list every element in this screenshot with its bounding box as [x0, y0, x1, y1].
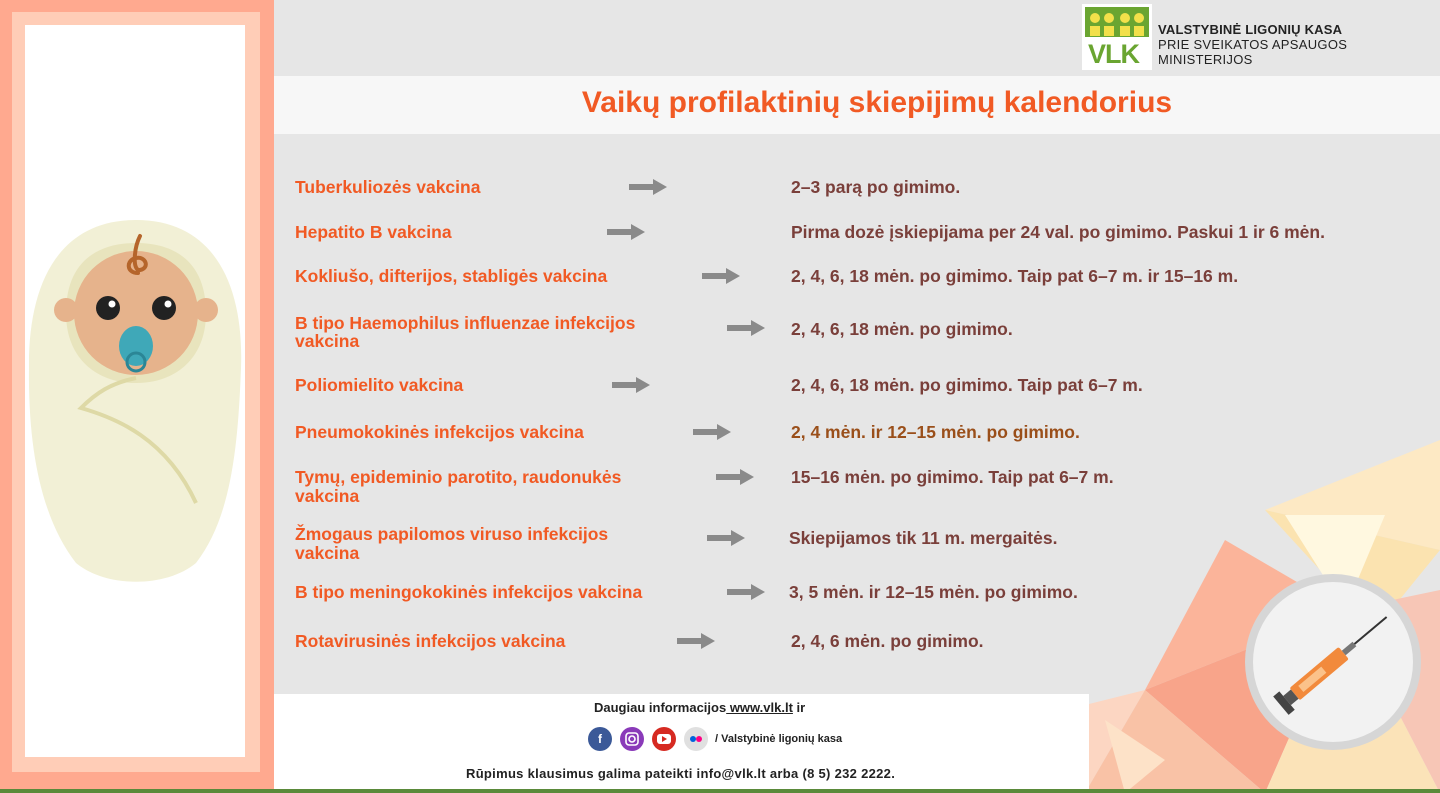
instagram-icon[interactable]: [620, 727, 644, 751]
vaccine-name: Tymų, epideminio parotito, raudonukės: [295, 467, 622, 487]
vaccine-schedule: 2, 4 mėn. ir 12–15 mėn. po gimimo.: [791, 422, 1080, 442]
more-info-text: Daugiau informacijos: [594, 700, 727, 715]
vaccine-name: Hepatito B vakcina: [295, 222, 452, 242]
vaccine-name: B tipo Haemophilus influenzae infekcijos: [295, 313, 636, 333]
vaccine-name: B tipo meningokokinės infekcijos vakcina: [295, 582, 643, 602]
arrow-icon: [607, 224, 645, 240]
vaccine-name: Kokliušo, difterijos, stabligės vakcina: [295, 266, 608, 286]
vaccine-schedule: 2, 4, 6, 18 mėn. po gimimo. Taip pat 6–7 m. ir 15–16 m.: [791, 266, 1239, 286]
arrow-icon: [629, 179, 667, 195]
vaccine-name: Žmogaus papilomos viruso infekcijos: [295, 524, 609, 544]
vaccine-schedule: 15–16 mėn. po gimimo. Taip pat 6–7 m.: [791, 467, 1114, 487]
bottom-border: [0, 789, 1440, 793]
triangle-decor: [1085, 430, 1440, 793]
footer-more-info: [594, 700, 805, 715]
vaccine-name: Poliomielito vakcina: [295, 375, 464, 395]
vaccine-schedule: 3, 5 mėn. ir 12–15 mėn. po gimimo.: [789, 582, 1078, 602]
vaccine-name: Tuberkuliozės vakcina: [295, 177, 481, 197]
arrow-icon: [716, 469, 754, 485]
vaccine-schedule: Pirma dozė įskiepijama per 24 val. po gimimo. Paskui 1 ir 6 mėn.: [791, 222, 1325, 242]
youtube-icon[interactable]: [652, 727, 676, 751]
vaccine-schedule: 2, 4, 6, 18 mėn. po gimimo. Taip pat 6–7 m.: [791, 375, 1143, 395]
arrow-icon: [727, 320, 765, 336]
arrow-icon: [693, 424, 731, 440]
arrow-icon: [702, 268, 740, 284]
vaccine-schedule: 2–3 parą po gimimo.: [791, 177, 961, 197]
org-name-block: [1158, 22, 1440, 67]
vlk-site-link[interactable]: www.vlk.lt: [726, 700, 793, 715]
arrow-icon: [727, 584, 765, 600]
vaccine-name: Pneumokokinės infekcijos vakcina: [295, 422, 584, 442]
baby-illustration: [26, 218, 246, 588]
vaccine-name-cont: vakcina: [295, 543, 360, 563]
vaccine-schedule: 2, 4, 6, 18 mėn. po gimimo.: [791, 319, 1013, 339]
vaccine-name: Rotavirusinės infekcijos vakcina: [295, 631, 566, 651]
flickr-icon[interactable]: [684, 727, 708, 751]
org-subtitle: PRIE SVEIKATOS APSAUGOS MINISTERIJOS: [1158, 37, 1348, 67]
vlk-logo-text: VLK: [1088, 39, 1139, 69]
org-name: VALSTYBINĖ LIGONIŲ KASA: [1158, 22, 1343, 37]
page-title: Vaikų profilaktinių skiepijimų kalendorius: [581, 86, 1173, 119]
social-label: / Valstybinė ligonių kasa: [715, 733, 843, 745]
facebook-icon[interactable]: f: [588, 727, 612, 751]
arrow-icon: [677, 633, 715, 649]
vlk-logo: [1082, 4, 1152, 70]
vaccine-schedule: 2, 4, 6 mėn. po gimimo.: [791, 631, 984, 651]
arrow-icon: [612, 377, 650, 393]
vaccine-schedule: Skiepijamos tik 11 m. mergaitės.: [789, 528, 1058, 548]
arrow-icon: [707, 530, 745, 546]
vaccine-name-cont: vakcina: [295, 486, 360, 506]
contact-line: Rūpimus klausimus galima pateikti info@vlk.lt arba (8 5) 232 2222.: [466, 766, 896, 781]
and-text: ir: [792, 700, 806, 715]
vaccine-name-cont: vakcina: [295, 331, 360, 351]
